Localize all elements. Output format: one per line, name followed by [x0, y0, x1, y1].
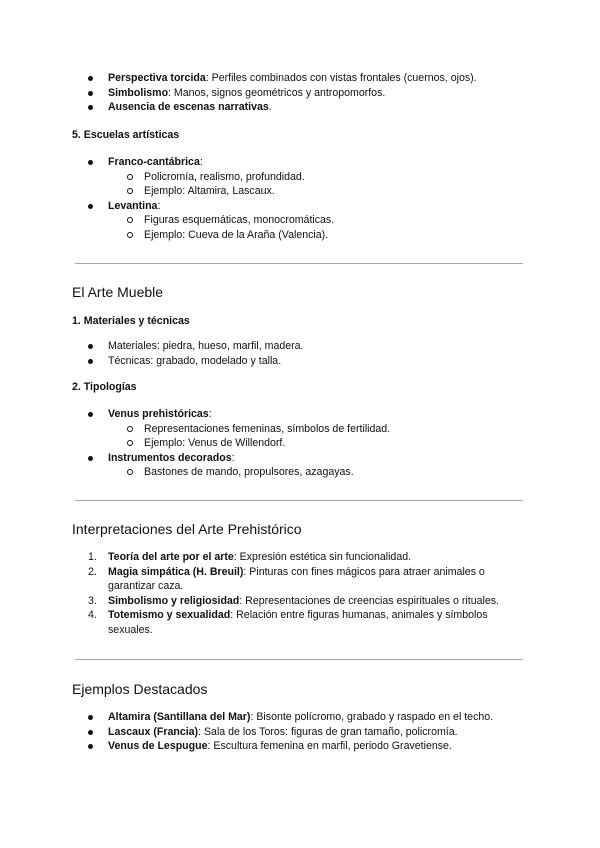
list-item: Materiales: piedra, hueso, marfil, madera.	[0, 339, 600, 354]
sub-list-item: Bastones de mando, propulsores, azagayas.	[0, 465, 600, 480]
bullet-icon	[88, 715, 93, 720]
bullet-icon	[88, 105, 93, 110]
sub-list-item: Representaciones femeninas, símbolos de fertilidad.	[0, 422, 600, 437]
bullet-list-materiales	[0, 339, 600, 368]
hollow-bullet-icon	[127, 469, 133, 475]
hollow-bullet-icon	[127, 232, 133, 238]
bullet-icon	[88, 730, 93, 735]
bullet-icon	[88, 412, 93, 417]
list-item: Instrumentos decorados:	[0, 451, 600, 466]
list-item: Venus de Lespugue: Escultura femenina en marfil, periodo Gravetiense.	[0, 739, 600, 754]
section-title-arte-mueble: El Arte Mueble	[72, 284, 164, 300]
sub-list-item: Ejemplo: Venus de Willendorf.	[0, 436, 600, 451]
hollow-bullet-icon	[127, 188, 133, 194]
bullet-icon	[88, 91, 93, 96]
hollow-bullet-icon	[127, 174, 133, 180]
list-item: Lascaux (Francia): Sala de los Toros: figuras de gran tamaño, policromía.	[0, 725, 600, 740]
bullet-icon	[88, 359, 93, 364]
bullet-icon	[88, 204, 93, 209]
list-item: Simbolismo: Manos, signos geométricos y antropomorfos.	[0, 86, 600, 101]
list-item: 4. Totemismo y sexualidad: Relación entre figuras humanas, animales y símbolos sexuales.	[88, 609, 488, 636]
section-title-interpretaciones: Interpretaciones del Arte Prehistórico	[72, 521, 302, 537]
hollow-bullet-icon	[127, 440, 133, 446]
sub-list-item: Figuras esquemáticas, monocromáticas.	[0, 213, 600, 228]
subsection-heading-materiales: 1. Materiales y técnicas	[72, 315, 190, 327]
list-item: 2. Magia simpática (H. Breuil): Pinturas con fines mágicos para atraer animales o garantizar caza.	[88, 565, 485, 593]
bullet-list-ejemplos	[0, 710, 600, 754]
bullet-list-escuelas	[0, 155, 600, 243]
hollow-bullet-icon	[127, 217, 133, 223]
sub-list-item: Ejemplo: Altamira, Lascaux.	[0, 184, 600, 199]
hollow-bullet-icon	[127, 426, 133, 432]
bullet-list-tipologias	[0, 407, 600, 480]
list-item: Técnicas: grabado, modelado y talla.	[0, 354, 600, 369]
sub-list-item: Policromía, realismo, profundidad.	[0, 170, 600, 185]
section-heading-escuelas: 5. Escuelas artísticas	[72, 129, 180, 141]
sub-list-item: Ejemplo: Cueva de la Araña (Valencia).	[0, 228, 600, 243]
section-title-ejemplos: Ejemplos Destacados	[72, 681, 208, 697]
list-item: Venus prehistóricas:	[0, 407, 600, 422]
list-item: Levantina:	[0, 199, 600, 214]
bullet-icon	[88, 456, 93, 461]
bullet-icon	[88, 744, 93, 749]
list-item: 1. Teoría del arte por el arte: Expresión estética sin funcionalidad.	[88, 551, 412, 563]
bullet-icon	[88, 344, 93, 349]
list-item: Perspectiva torcida: Perfiles combinados con vistas frontales (cuernos, ojos).	[0, 71, 600, 86]
numbered-list-interpretaciones	[0, 550, 600, 638]
horizontal-divider	[75, 263, 523, 264]
list-item: 3. Simbolismo y religiosidad: Representaciones de creencias espirituales o rituales.	[88, 594, 499, 607]
bullet-icon	[88, 160, 93, 165]
bullet-icon	[88, 76, 93, 81]
list-item: Ausencia de escenas narrativas.	[0, 100, 600, 115]
list-item: Altamira (Santillana del Mar): Bisonte polícromo, grabado y raspado en el techo.	[0, 710, 600, 725]
subsection-heading-tipologias: 2. Tipologías	[72, 381, 137, 393]
horizontal-divider	[75, 500, 523, 501]
bullet-list-top	[0, 71, 600, 115]
horizontal-divider	[75, 659, 523, 660]
list-item: Franco-cantábrica:	[0, 155, 600, 170]
